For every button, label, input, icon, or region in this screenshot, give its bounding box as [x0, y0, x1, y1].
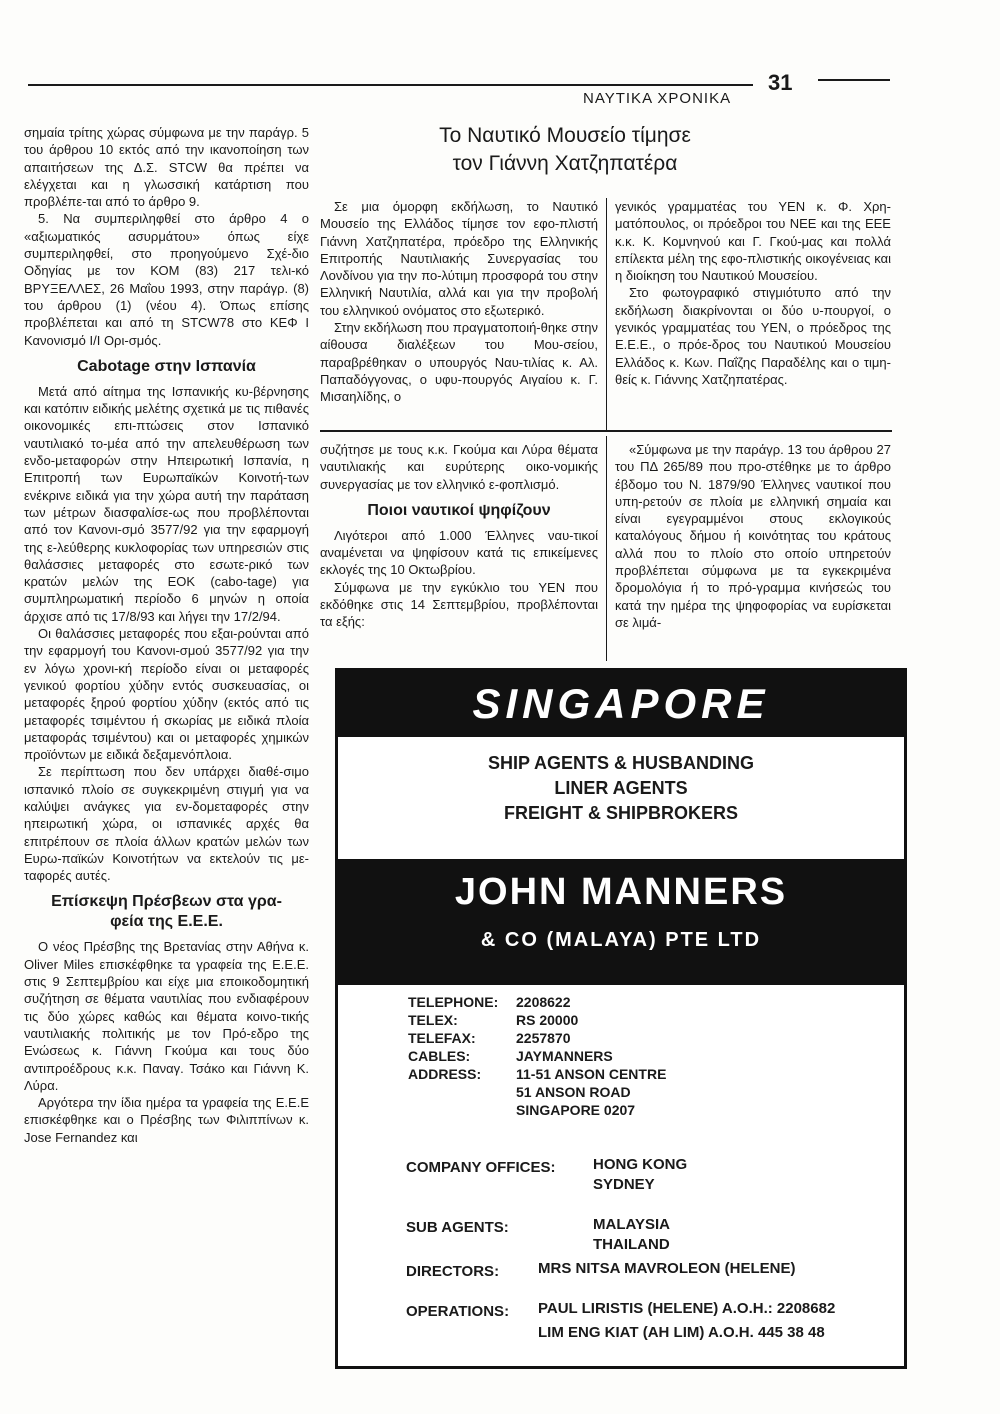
ad-office: SYDNEY [593, 1176, 655, 1193]
article-bottom-rule [320, 430, 892, 432]
article-column-divider [606, 198, 607, 430]
paragraph: Στο φωτογραφικό στιγμιότυπο από την εκδήλωση διακρίνονται οι δύο υ-πουργοί, ο γενικός γραμματέας του ΥΕΝ, ο πρόεδρος της Ε.Ε.Ε., ο πρόε-δρος του Ναυτικού Μουσείου Ελλάδος κ. Κων. Παΐζης Παραδέλης και ο τιμη-θείς κ. Γιάννης Χατζηπατέρας. [615, 285, 891, 387]
article-column-b [615, 198, 891, 388]
paragraph: συζήτησε με τους κ.κ. Γκούμα και Λύρα θέματα ναυτιλιακής και ευρύτερης οικο-νομικής συνεργασίας με τον ελληνικό ε-φοπλισμό. [320, 442, 598, 492]
column-middle-lower [320, 441, 598, 631]
article-column-a [320, 198, 598, 406]
ad-contact-value: 2208622 [516, 994, 571, 1010]
header-rule-right [818, 79, 890, 81]
paragraph: Ο νέος Πρέσβης της Βρετανίας στην Αθήνα κ. Oliver Miles επισκέφθηκε τα γραφεία της Ε.Ε.Ε. στις 9 Σεπτεμβρίου και είχε μια εποικοδομητική συζήτηση σε θέματα ναυτιλίας που ενδιαφέρουν τις δύο χώρες καθώς και θέματα κοινο-τικής ναυτιλιακής πολιτικής με τον Πρό-εδρο της Ενώσεως κ. Γιάννη Γκούμα και τους δύο αντιπροέδρους κ.κ. Παναγ. Τσάκο και Γιάννη Κ. Λύρα. [24, 939, 309, 1093]
paragraph: Σε μια όμορφη εκδήλωση, το Ναυτικό Μουσείο της Ελλάδος τίμησε τον εφο-πλιστή Γιάννη Χατζηπατέρα, πρόεδρο της Ελληνικής Επιτροπής Ναυτιλιακής Συνεργασίας του Λονδίνου για την πο-λύτιμη προσφορά του στην Ελληνική Ναυτιλία, αλλά και για την προβολή του ελληνικού ονόματος στο εξωτερικό. [320, 199, 599, 318]
ad-services [338, 751, 904, 826]
ad-contact-value: 2257870 [516, 1030, 571, 1046]
section-heading-voting: Ποιοι ναυτικοί ψηφίζουν [367, 501, 551, 519]
ad-service-line: SHIP AGENTS & HUSBANDING [487, 753, 755, 773]
ad-contact-value: RS 20000 [516, 1012, 579, 1028]
ad-contact-label: TELEFAX: [408, 1030, 476, 1046]
ad-company-subtitle: & CO (MALAYA) PTE LTD [480, 929, 762, 951]
lower-column-divider [606, 436, 607, 661]
ad-directors-label: DIRECTORS: [406, 1263, 500, 1280]
column-right-lower [615, 441, 891, 631]
paragraph: Σε περίπτωση που δεν υπάρχει διαθέ-σιμο ισπανικό πλοίο σε συγκεκριμένη στιγμή για να καλύψει ανάγκες για εν-δομεταφορές στην ηπειρωτική χώρα, οι ισπανικές αρχές θα επιτρέπουν σε πλοία άλλων κρατών μελών των Ευρω-παϊκών Κοινοτήτων να εκτελούν τις με-ταφορές αυτές. [24, 764, 309, 884]
ad-contact-label: TELEX: [408, 1012, 458, 1028]
ad-sub-agent: THAILAND [593, 1236, 670, 1253]
paragraph: γενικός γραμματέας του ΥΕΝ κ. Φ. Χρη-ματόπουλος, οι πρόεδροι του ΝΕΕ και της ΕΕΕ κ.κ. Κ. Κομνηνού και Γ. Γκού-μας και πολλά επίλεκτα μέλη της εφο-πλιστικής οικογένειας και η διοίκηση του Ναυτικού Μουσείου. [615, 199, 891, 284]
ad-contact-value: JAYMANNERS [516, 1048, 613, 1064]
ad-operations-line: LIM ENG KIAT (AH LIM) A.O.H. 445 38 48 [538, 1324, 825, 1341]
ad-office: HONG KONG [593, 1156, 688, 1173]
ad-contact-label: ADDRESS: [408, 1066, 482, 1082]
ad-service-line: FREIGHT & SHIPBROKERS [503, 803, 739, 823]
paragraph: 5. Να συμπεριληφθεί στο άρθρο 4 ο «αξιωματικός ασυρμάτου» όπως είχε συμπεριληφθεί, στο προηγούμενο Σχέ-διο Οδηγίας με τον ΚΟΜ (83) 217 τελι-κό ΒΡΥΞΕΛΛΕΣ, 26 Μαΐου 1993, στην παράγρ. (8) του άρθρου (1) (νέου 4). Όπως επίσης προβλέπεται και από τη STCW78 στο ΚΕΦ Ι Κανονισμό Ι/Ι Ορι-σμός. [24, 211, 309, 348]
ad-directors-value: MRS NITSA MAVROLEON (HELENE) [538, 1260, 796, 1277]
header-rule-left [28, 84, 753, 86]
paragraph: Μετά από αίτημα της Ισπανικής κυ-βέρνησης και κατόπιν ειδικής μελέτης σχετικά με τις πιθανές οικονομικές επι-πτώσεις στον Ισπανικό ναυτιλιακό το-μέα από την απελευθέρωση των ενδο-μεταφορών στην Ηπειρωτική Ισπανία, η Επιτροπή των Ευρωπαϊκών Κοινοτή-των ενέκρινε ειδικά για την χώρα αυτή την παράταση των μέτρων διασφαλίσε-ως που προβλέπονται από τον Κανονι-σμό 3577/92 για την εφαρμογή της ε-λεύθερης κυκλοφορίας των υπηρεσιών στις θαλάσσιες μεταφορές στο εσωτε-ρικό των κρατών μελών της ΕΟΚ (cabo-tage) για συμπληρωματική περίοδο 6 μηνών η οποία άρχισε από τις 17/8/93 και λήγει την 17/2/94. [24, 383, 309, 624]
ad-company-name: JOHN MANNERS [454, 871, 788, 913]
paragraph: Στην εκδήλωση που πραγματοποιή-θηκε στην αίθουσα διαλέξεων του Μου-σείου, παραβρέθηκαν ο υπουργός Ναυ-τιλίας κ. Αλ. Παπαδόγγονας, ο υφυ-πουργός Αιγαίου κ. Γ. Μισαηλίδης, ο [320, 320, 599, 405]
paragraph: «Σύμφωνα με την παράγρ. 13 του άρθρου 27 του ΠΔ 265/89 που προ-στέθηκε με το άρθρο έβδομο του Ν. 1879/90 Έλληνες ναυτικοί που υπη-ρετούν σε πλοία με ελληνική σημαία και είναι εγεγραμμένοι στους εκλογικούς καταλόγους δήμου ή κοινότητας του κράτους αλλά που το πλοίο στο οποίο υπηρετούν προβλέπεται σύμφωνα με τα εγκεκριμένα δρομολόγια ή το πρό-γραμμα κινήσεώς του κατά την ημέρα της ψηφοφορίας να ευρίσκεται σε λιμά- [615, 442, 891, 630]
ad-contact-label: CABLES: [408, 1048, 471, 1064]
page-number: 31 [768, 70, 793, 95]
ad-service-line: LINER AGENTS [554, 778, 688, 798]
paragraph: Λιγότεροι από 1.000 Έλληνες ναυ-τικοί αναμένεται να ψηφίσουν κατά τις επικείμενες εκλογές της 10 Οκτωβρίου. [320, 527, 598, 578]
publication-title: ΝΑΥΤΙΚΑ ΧΡΟΝΙΚΑ [583, 90, 732, 107]
ad-address-line: SINGAPORE 0207 [516, 1102, 636, 1118]
ad-offices-label: COMPANY OFFICES: [406, 1159, 556, 1176]
paragraph: σημαία τρίτης χώρας σύμφωνα με την παράγρ. 5 του άρθρου 10 εκτός από την ικανοποίηση των απαιτήσεων της Δ.Σ. STCW θα πρέπει να ελέγχεται και η γλωσσική κατάρτιση που προβλέπε-ται από το άρθρο 9. [24, 125, 310, 210]
paragraph: Αργότερα την ίδια ημέρα τα γραφεία της Ε.Ε.Ε επισκέφθηκε και ο Πρέσβης των Φιλιππίνων κ. Jose Fernandez και [24, 1095, 309, 1145]
ad-operations-label: OPERATIONS: [406, 1303, 510, 1320]
section-heading-cabotage: Cabotage στην Ισπανία [77, 357, 256, 375]
advertisement-john-manners [335, 668, 907, 1369]
ad-sub-agents-label: SUB AGENTS: [406, 1219, 509, 1236]
ad-contact-value: 11-51 ANSON CENTRE [516, 1066, 667, 1082]
ad-operations-line: PAUL LIRISTIS (HELENE) A.O.H.: 2208682 [538, 1300, 836, 1317]
paragraph: Οι θαλάσσιες μεταφορές που εξαι-ρούνται από την εφαρμογή του Κανονι-σμού 3577/92 για την εν λόγω χρονι-κή περίοδο είναι οι μεταφορές γενικού φορτίου χύδην εντός συσκευασίας, οι μεταφορές ξηρού φορτίου χύδην (εκτός από τις μεταφορές τσιμέντου ή σκωρίας με ειδικά πλοία μεταφοράς τσιμέντου) και οι μεταφορές χημικών προϊόντων με ειδικά δεξαμενόπλοια. [24, 626, 310, 763]
ad-contact-label: TELEPHONE: [408, 994, 499, 1010]
article-title: Το Ναυτικό Μουσείο τίμησε τον Γιάννη Χατζηπατέρα [439, 124, 691, 175]
ad-company-band [338, 859, 904, 985]
ad-sub-agent: MALAYSIA [593, 1216, 670, 1233]
ad-banner-singapore: SINGAPORE [338, 671, 904, 737]
column-left [24, 124, 309, 1146]
paragraph: Σύμφωνα με την εγκύκλιο του ΥΕΝ που εκδόθηκε στις 14 Σεπτεμβρίου, προβλέπονται τα εξής: [320, 579, 598, 630]
ad-address-line: 51 ANSON ROAD [516, 1084, 631, 1100]
section-heading-embassy-visit: Επίσκεψη Πρέσβεων στα γρα- φεία της Ε.Ε.Ε. [51, 893, 282, 931]
